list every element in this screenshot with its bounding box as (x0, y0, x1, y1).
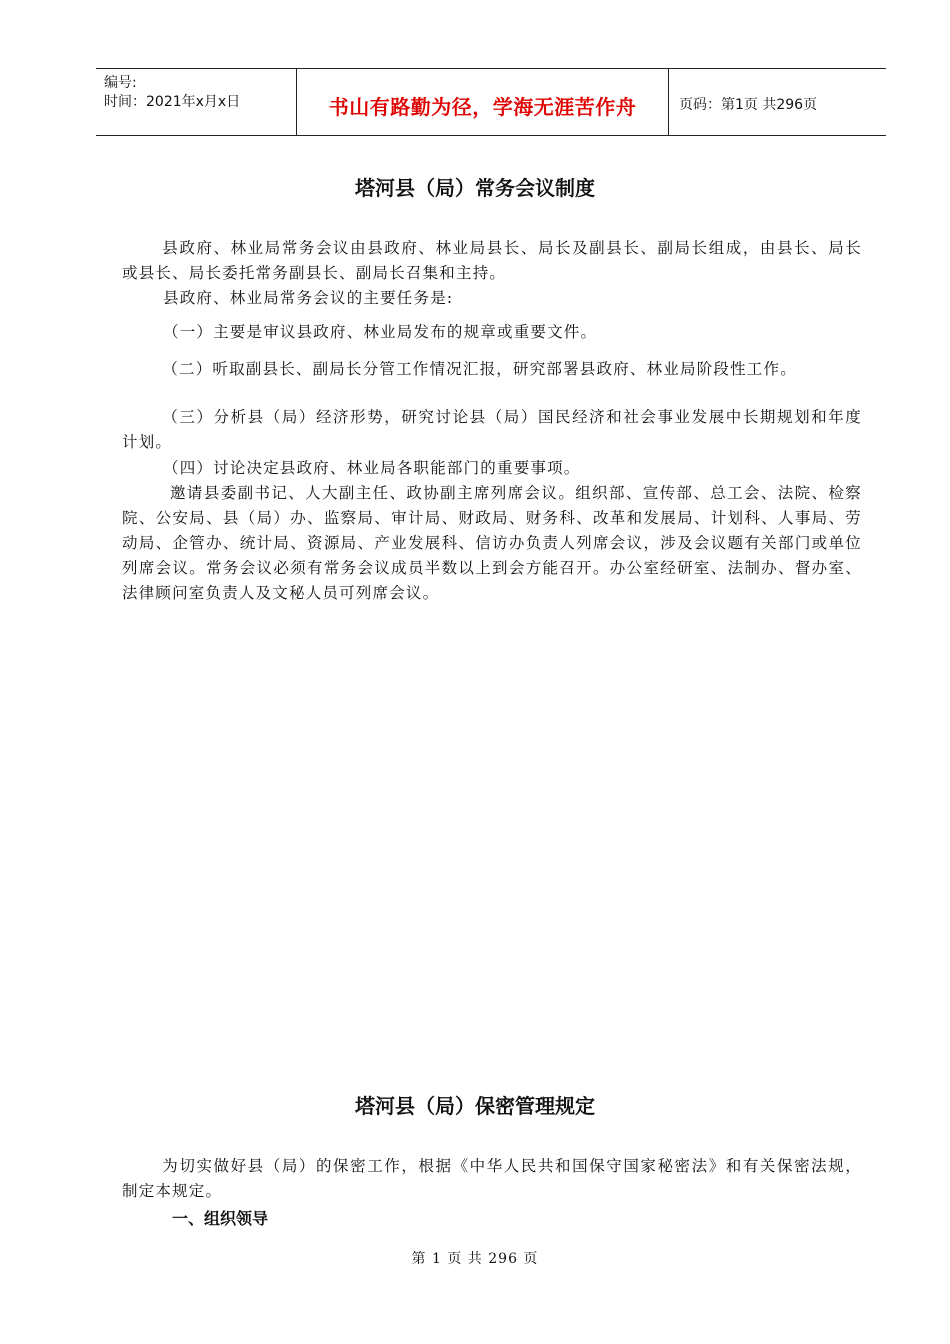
header-page-cell (669, 69, 886, 135)
code-label: 编号: (104, 75, 137, 91)
doc1-paragraph-3: 邀请县委副书记、人大副主任、政协副主席列席会议。组织部、宣传部、总工会、法院、检察院、公安局、县（局）办、监察局、审计局、财政局、财务科、改革和发展局、计划科、人事局、劳动局、企管办、统计局、资源局、产业发展科、信访办负责人列席会议，涉及会议题有关部门或单位列席会议。常务会议必须有常务会议成员半数以上到会方能召开。办公室经研室、法制办、督办室、法律顾问室负责人及文秘人员可列席会议。 (122, 484, 862, 602)
page-footer: 第 1 页 共 296 页 (411, 1251, 539, 1267)
doc1-paragraph-1: 县政府、林业局常务会议由县政府、林业局县长、局长及副县长、副局长组成，由县长、局长或县长、局长委托常务副县长、副局长召集和主持。 (122, 239, 862, 282)
page-info: 页码：第1页 共296页 (679, 97, 818, 113)
time-label: 时间：2021年x月x日 (104, 94, 241, 110)
motto-text: 书山有路勤为径，学海无涯苦作舟 (328, 95, 637, 119)
doc2-section-heading: 一、组织领导 (172, 1209, 269, 1228)
doc1-paragraph-2: 县政府、林业局常务会议的主要任务是: (163, 289, 454, 307)
doc1-item-3: （三）分析县（局）经济形势，研究讨论县（局）国民经济和社会事业发展中长期规划和年度计划。 (122, 408, 862, 451)
doc2-title: 塔河县（局）保密管理规定 (355, 1094, 595, 1118)
doc1-item-2: （二）听取副县长、副局长分管工作情况汇报，研究部署县政府、林业局阶段性工作。 (162, 360, 797, 378)
header-table (96, 68, 886, 136)
doc1-item-4: （四）讨论决定县政府、林业局各职能部门的重要事项。 (163, 459, 581, 477)
doc1-title: 塔河县（局）常务会议制度 (355, 176, 595, 200)
doc1-item-1: （一）主要是审议县政府、林业局发布的规章或重要文件。 (163, 323, 598, 341)
header-motto-cell (297, 69, 669, 135)
doc2-paragraph-1: 为切实做好县（局）的保密工作，根据《中华人民共和国保守国家秘密法》和有关保密法规，制定本规定。 (122, 1157, 862, 1200)
header-meta-cell (96, 69, 297, 135)
